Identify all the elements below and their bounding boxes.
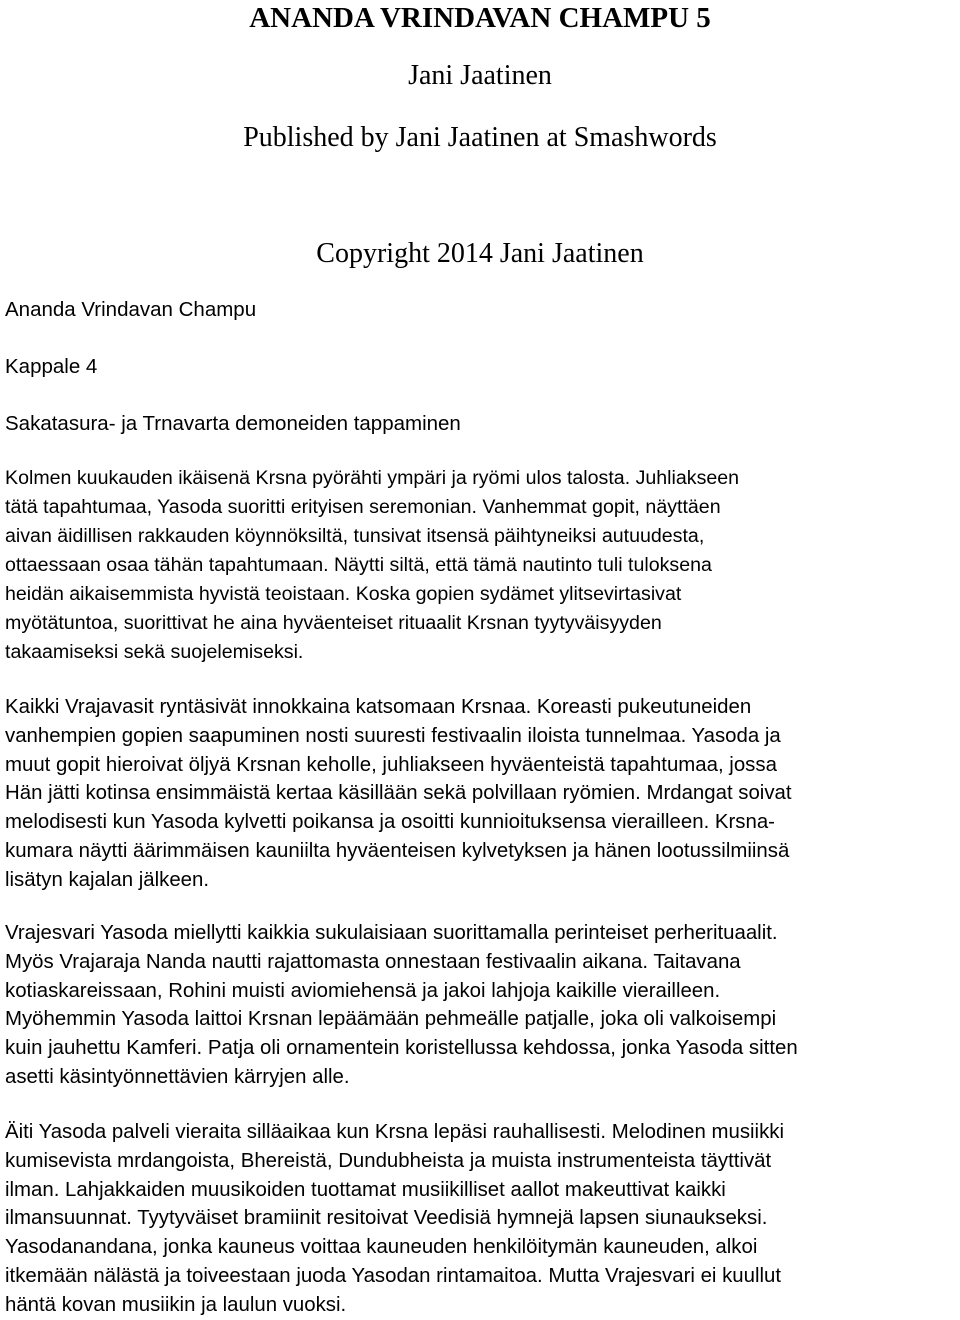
paragraph-line: Kaikki Vrajavasit ryntäsivät innokkaina katsomaan Krsnaa. Koreasti pukeutuneiden: [5, 696, 752, 718]
publisher-line: Published by Jani Jaatinen at Smashwords: [243, 122, 717, 153]
paragraph-line: asetti käsintyönnettävien kärryjen alle.: [5, 1065, 350, 1088]
paragraph-line: ilman. Lahjakkaiden muusikoiden tuottamat musiikilliset aallot makeuttivat kaikki: [5, 1178, 726, 1201]
paragraph-line: heidän aikaisemmista hyvistä teoistaan. Koska gopien sydämet ylitsevirtasivat: [5, 583, 682, 605]
paragraph-3: [5, 919, 957, 1092]
paragraph-line: ottaessaan osaa tähän tapahtumaan. Näytti siltä, että tämä nautinto tuli tuloksena: [5, 554, 712, 576]
series-title: Ananda Vrindavan Champu: [5, 298, 257, 321]
paragraph-line: myötätuntoa, suorittivat he aina hyväenteiset rituaalit Krsnan tyytyväisyyden: [5, 612, 662, 634]
chapter-label: Kappale 4: [5, 355, 98, 378]
paragraph-line: Äiti Yasoda palveli vieraita silläaikaa kun Krsna lepäsi rauhallisesti. Melodinen musiikki: [5, 1121, 785, 1143]
paragraph-line: Myös Vrajaraja Nanda nautti rajattomasta onnestaan festivaalin aikana. Taitavana: [5, 950, 741, 973]
paragraph-1: [5, 464, 957, 667]
paragraph-line: Yasodanandana, jonka kauneus voittaa kauneuden henkilöitymän kauneuden, alkoi: [5, 1236, 758, 1259]
paragraph-line: kotiaskareissaan, Rohini muisti aviomiehensä ja jakoi lahjoja kaikille vierailleen.: [5, 979, 721, 1002]
paragraph-2: [5, 693, 957, 895]
book-title: ANANDA VRINDAVAN CHAMPU 5: [249, 2, 711, 34]
paragraph-line: kumara näytti äärimmäisen kauniilta hyväenteisen kylvetyksen ja hänen lootussilmiinsä: [5, 839, 790, 862]
chapter-title: Sakatasura- ja Trnavarta demoneiden tappaminen: [5, 412, 461, 435]
paragraph-line: melodisesti kun Yasoda kylvetti poikansa ja osoitti kunnioituksensa vierailleen. Krsna-: [5, 811, 775, 834]
paragraph-line: aivan äidillisen rakkauden köynnöksiltä, tunsivat itsensä päihtyneiksi autuudesta,: [5, 525, 705, 547]
paragraph-line: kuin jauhettu Kamferi. Patja oli ornamentein koristellussa kehdossa, jonka Yasoda sitten: [5, 1037, 798, 1060]
paragraph-line: vanhempien gopien saapuminen nosti suuresti festivaalin iloista tunnelmaa. Yasoda ja: [5, 724, 781, 747]
paragraph-line: lisätyn kajalan jälkeen.: [5, 868, 210, 891]
paragraph-line: itkemään nälästä ja toiveestaan juoda Yasodan rintamaitoa. Mutta Vrajesvari ei kuullut: [5, 1264, 782, 1287]
paragraph-line: Vrajesvari Yasoda miellytti kaikkia sukulaisiaan suorittamalla perinteiset perherituaalit.: [5, 922, 778, 944]
paragraph-line: kumisevista mrdangoista, Bhereistä, Dundubheista ja muista instrumenteista täyttivät: [5, 1149, 772, 1172]
paragraph-line: muut gopit hieroivat öljyä Krsnan keholle, juhliakseen hyväenteistä tapahtumaa, jossa: [5, 753, 777, 776]
copyright-line: Copyright 2014 Jani Jaatinen: [316, 238, 644, 269]
paragraph-line: häntä kovan musiikin ja laulun vuoksi.: [5, 1293, 347, 1316]
paragraph-line: Kolmen kuukauden ikäisenä Krsna pyörähti ympäri ja ryömi ulos talosta. Juhliakseen: [5, 467, 740, 489]
paragraph-line: Myöhemmin Yasoda laittoi Krsnan lepäämään pehmeälle patjalle, joka oli valkoisempi: [5, 1008, 777, 1031]
paragraph-line: tätä tapahtumaa, Yasoda suoritti erityisen seremonian. Vanhemmat gopit, näyttäen: [5, 496, 721, 518]
paragraph-line: takaamiseksi sekä suojelemiseksi.: [5, 641, 304, 663]
author-name: Jani Jaatinen: [408, 60, 552, 91]
paragraph-4: [5, 1118, 957, 1320]
paragraph-line: Hän jätti kotinsa ensimmäistä kertaa käsillään sekä polvillaan ryömien. Mrdangat soivat: [5, 782, 792, 805]
paragraph-line: ilmansuunnat. Tyytyväiset bramiinit resitoivat Veedisiä hymnejä lapsen siunaukseksi.: [5, 1207, 768, 1230]
